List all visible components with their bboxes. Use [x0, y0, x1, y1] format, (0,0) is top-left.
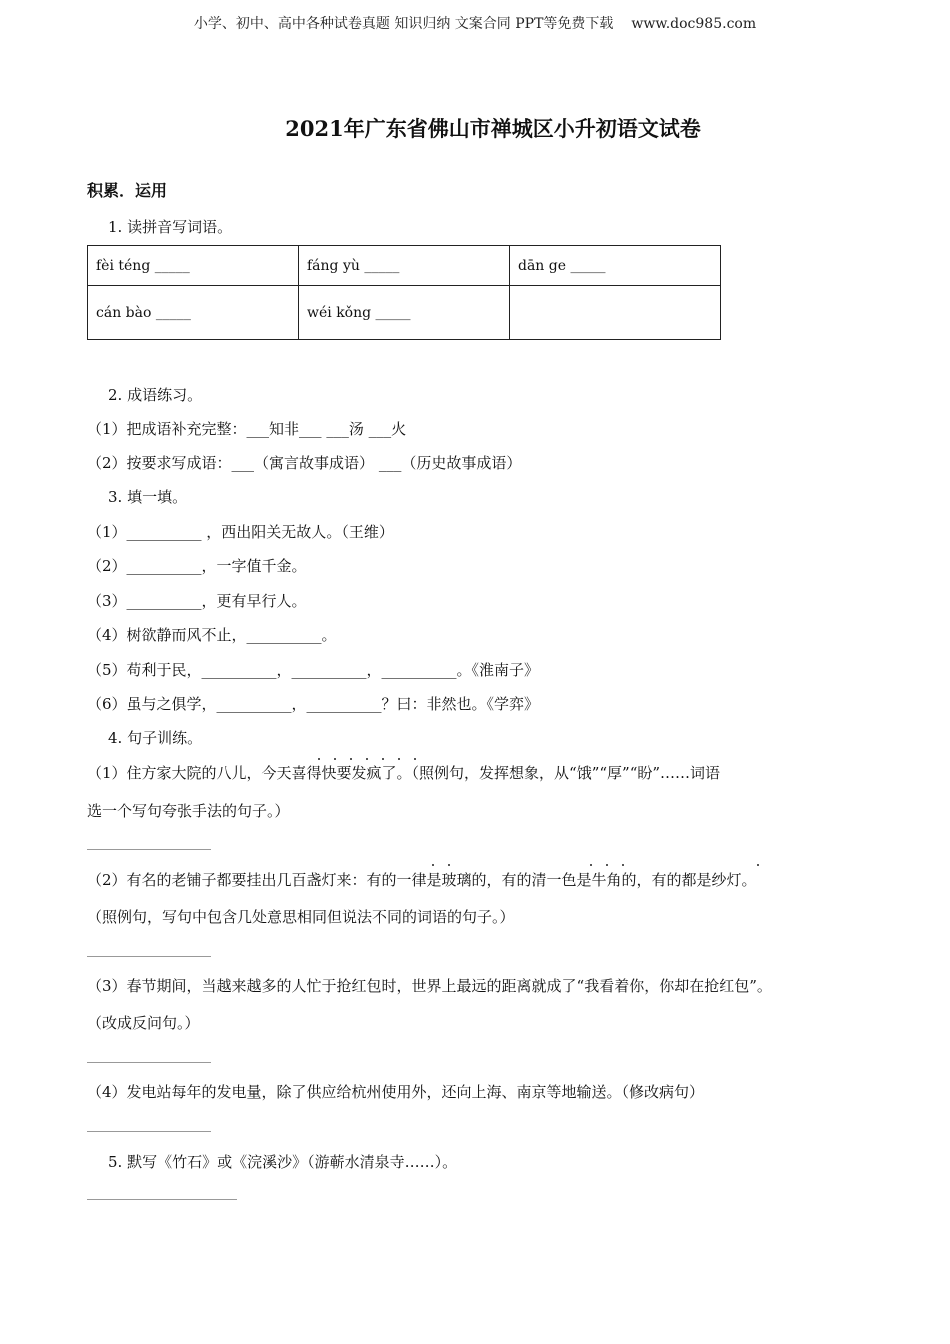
pinyin-cell: fáng yù _____	[299, 246, 510, 286]
q3-item: （3）__________，更有早行人。	[87, 592, 307, 610]
q3-item: （1）__________ ，西出阳关无故人。（王维）	[87, 523, 394, 541]
page-header	[0, 13, 950, 33]
q1-label: 1. 读拼音写词语。	[108, 218, 233, 236]
pinyin-cell: dān ge _____	[510, 246, 721, 286]
answer-line	[87, 956, 211, 957]
header-left: 小学、初中、高中各种试卷真题 知识归纳 文案合同 PPT等免费下载	[193, 16, 614, 32]
q4-part3-line1: （3）春节期间，当越来越多的人忙于抢红包时，世界上最远的距离就成了“我看着你，你却在抢红包”。	[87, 977, 772, 995]
q2-part2: （2）按要求写成语：___（寓言故事成语） ___（历史故事成语）	[87, 454, 522, 472]
q4-part1-line2: 选一个写句夸张手法的句子。）	[87, 802, 290, 820]
q3-label: 3. 填一填。	[108, 488, 188, 506]
q4-label: 4. 句子训练。	[108, 729, 203, 747]
header-url: www.doc985.com	[631, 16, 757, 32]
pinyin-cell: cán bào _____	[88, 286, 299, 340]
q5-label: 5. 默写《竹石》或《浣溪沙》（游蕲水清泉寺……）。	[108, 1153, 458, 1171]
q4-part2-line1: （2）有名的老铺子都要挂出几百盏灯来：有的一律是玻璃的，有的清一色是牛角的，有的都是纱灯。	[87, 871, 757, 889]
section-heading: 积累．运用	[87, 181, 168, 200]
pinyin-table	[87, 245, 721, 340]
q3-item: （2）__________，一字值千金。	[87, 557, 307, 575]
q2-label: 2. 成语练习。	[108, 386, 203, 404]
q4-part3-line2: （改成反问句。）	[87, 1014, 200, 1032]
q3-item: （6）虽与之俱学，__________，__________？曰：非然也。《学弈》	[87, 695, 540, 713]
q2-part1: （1）把成语补充完整：___知非___ ___汤 ___火	[87, 420, 407, 438]
answer-line	[87, 849, 211, 850]
q4-part1-line1: （1）住方家大院的八儿，今天喜得快要发疯了。（照例句，发挥想象，从“饿”“厚”“盼”……词语	[87, 764, 721, 782]
exam-title: 2021年广东省佛山市禅城区小升初语文试卷	[285, 116, 701, 141]
q4-part4: （4）发电站每年的发电量，除了供应给杭州使用外，还向上海、南京等地输送。（修改病句）	[87, 1083, 705, 1101]
pinyin-cell: fèi téng _____	[88, 246, 299, 286]
pinyin-cell: wéi kǒng _____	[299, 286, 510, 340]
q4-part2-line2: （照例句，写句中包含几处意思相同但说法不同的词语的句子。）	[87, 908, 515, 926]
answer-line	[87, 1131, 211, 1132]
q3-item: （4）树欲静而风不止，__________。	[87, 626, 337, 644]
pinyin-cell	[510, 286, 721, 340]
q3-item: （5）苟利于民，__________，__________，__________。《淮南子》	[87, 661, 540, 679]
answer-line	[87, 1199, 237, 1200]
answer-line	[87, 1062, 211, 1063]
